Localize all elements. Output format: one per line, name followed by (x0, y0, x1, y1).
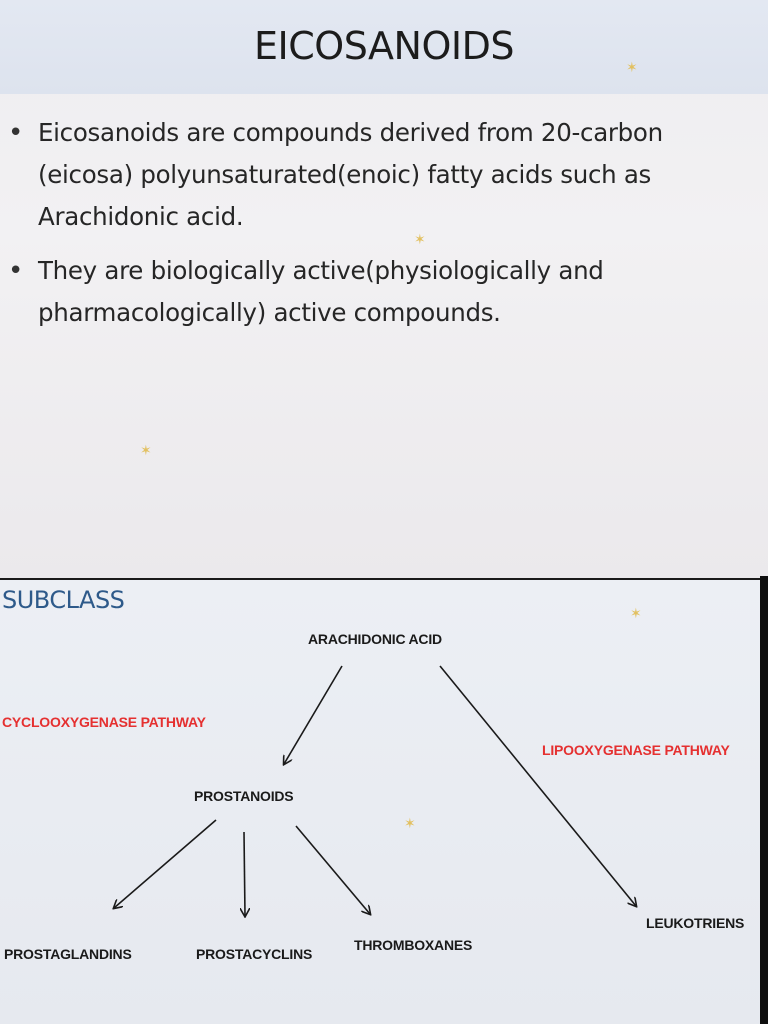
arrow-to-prostanoids (284, 666, 342, 764)
node-leukotriens: LEUKOTRIENS (646, 915, 745, 931)
bullet-icon: • (8, 256, 24, 286)
bullet-item (8, 112, 766, 238)
arrow-to-prostaglandins (114, 820, 216, 908)
arrow-to-leukotriens (440, 666, 636, 906)
arrow-to-prostacyclins (244, 832, 245, 916)
slide-subclass (0, 580, 760, 1024)
flow-arrows (0, 580, 760, 1024)
arrow-to-thromboxanes (296, 826, 370, 914)
bullet-item (8, 250, 766, 334)
sparkle-icon: ✶ (626, 59, 638, 75)
bullet-line: Arachidonic acid. (38, 202, 244, 231)
label-lipooxygenase-pathway: LIPOOXYGENASE PATHWAY (542, 742, 730, 758)
sparkle-icon: ✶ (404, 815, 416, 831)
bullet-line: They are biologically active(physiologically and (38, 256, 604, 285)
bullet-line: pharmacologically) active compounds. (38, 298, 501, 327)
sparkle-icon: ✶ (140, 442, 152, 458)
node-prostacyclins: PROSTACYCLINS (196, 946, 313, 962)
bullet-icon: • (8, 118, 24, 148)
bullet-line: Eicosanoids are compounds derived from 20-carbon (38, 118, 663, 147)
slide-title: SUBCLASS (2, 586, 125, 614)
screen-edge (760, 576, 768, 1024)
node-prostanoids: PROSTANOIDS (194, 788, 294, 804)
sparkle-icon: ✶ (630, 605, 642, 621)
label-cyclooxygenase-pathway: CYCLOOXYGENASE PATHWAY (2, 714, 206, 730)
node-thromboxanes: THROMBOXANES (354, 937, 473, 953)
sparkle-icon: ✶ (414, 231, 426, 247)
node-arachidonic-acid: ARACHIDONIC ACID (308, 631, 442, 647)
bullet-line: (eicosa) polyunsaturated(enoic) fatty acids such as (38, 160, 652, 189)
slide-title: EICOSANOIDS (254, 24, 514, 68)
node-prostaglandins: PROSTAGLANDINS (4, 946, 132, 962)
